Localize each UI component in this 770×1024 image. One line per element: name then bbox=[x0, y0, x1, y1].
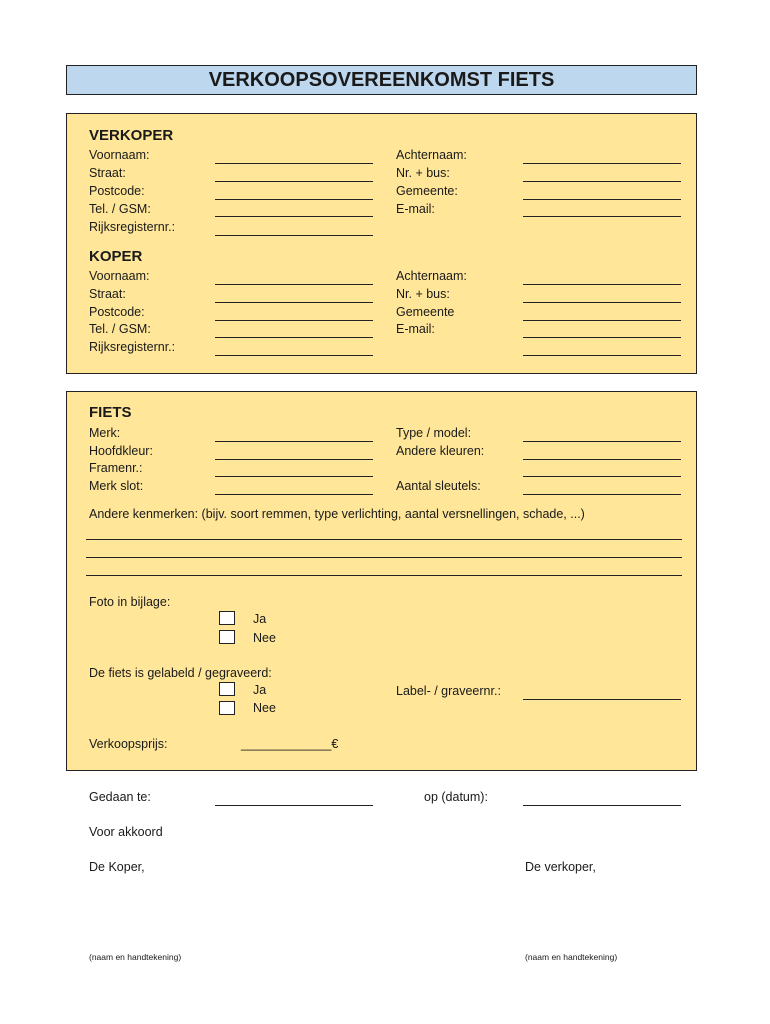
koper-achternaam-label: Achternaam: bbox=[396, 269, 467, 283]
gelabeld-ja-label: Ja bbox=[253, 683, 267, 697]
fiets-framenr-field[interactable] bbox=[215, 476, 373, 477]
koper-extra-field[interactable] bbox=[523, 355, 681, 356]
verkoper-achternaam-label: Achternaam: bbox=[396, 148, 467, 162]
koper-straat-field[interactable] bbox=[215, 302, 373, 303]
naam-handtekening-verkoper: (naam en handtekening) bbox=[525, 952, 618, 962]
verkoper-nr-bus-label: Nr. + bus: bbox=[396, 166, 450, 180]
fiets-merk-field[interactable] bbox=[215, 441, 373, 442]
fiets-andere-kleuren-field[interactable] bbox=[523, 459, 681, 460]
fiets-framenr-label: Framenr.: bbox=[89, 461, 143, 475]
koper-achternaam-field[interactable] bbox=[523, 284, 681, 285]
verkoper-rijksregisternr-label: Rijksregisternr.: bbox=[89, 220, 176, 234]
gedaan-te-label: Gedaan te: bbox=[89, 790, 151, 804]
koper-voornaam-label: Voornaam: bbox=[89, 269, 150, 283]
koper-nr-bus-field[interactable] bbox=[523, 302, 681, 303]
fiets-aantal-sleutels-field[interactable] bbox=[523, 494, 681, 495]
koper-straat-label: Straat: bbox=[89, 287, 126, 301]
verkoper-achternaam-field[interactable] bbox=[523, 163, 681, 164]
voor-akkoord-label: Voor akkoord bbox=[89, 825, 163, 839]
gelabeld-ja-checkbox[interactable] bbox=[219, 682, 235, 696]
koper-gemeente-field[interactable] bbox=[523, 320, 681, 321]
koper-nr-bus-label: Nr. + bus: bbox=[396, 287, 450, 301]
labelnr-field[interactable] bbox=[523, 699, 681, 700]
verkoper-email-label: E-mail: bbox=[396, 202, 435, 216]
verkoper-postcode-field[interactable] bbox=[215, 199, 373, 200]
fiets-heading: FIETS bbox=[89, 404, 132, 421]
fiets-merk-slot-field[interactable] bbox=[215, 494, 373, 495]
koper-rijksregisternr-field[interactable] bbox=[215, 355, 373, 356]
de-koper-label: De Koper, bbox=[89, 860, 145, 874]
foto-ja-label: Ja bbox=[253, 612, 267, 626]
verkoper-email-field[interactable] bbox=[523, 216, 681, 217]
gelabeld-label: De fiets is gelabeld / gegraveerd: bbox=[89, 666, 272, 680]
koper-rijksregisternr-label: Rijksregisternr.: bbox=[89, 340, 176, 354]
koper-gemeente-label: Gemeente bbox=[396, 305, 455, 319]
andere-kenmerken-line-1[interactable] bbox=[86, 539, 682, 540]
verkoper-voornaam-field[interactable] bbox=[215, 163, 373, 164]
fiets-merk-label: Merk: bbox=[89, 426, 121, 440]
verkoper-heading: VERKOPER bbox=[89, 127, 174, 144]
andere-kenmerken-line-2[interactable] bbox=[86, 557, 682, 558]
verkoper-rijksregisternr-field[interactable] bbox=[215, 235, 373, 236]
fiets-type-model-label: Type / model: bbox=[396, 426, 472, 440]
verkoper-gemeente-field[interactable] bbox=[523, 199, 681, 200]
fiets-hoofdkleur-label: Hoofdkleur: bbox=[89, 444, 153, 458]
op-datum-field[interactable] bbox=[523, 805, 681, 806]
andere-kenmerken-line-3[interactable] bbox=[86, 575, 682, 576]
page-title: VERKOOPSOVEREENKOMST FIETS bbox=[66, 65, 697, 95]
fiets-extra-field[interactable] bbox=[523, 476, 681, 477]
gelabeld-nee-label: Nee bbox=[253, 701, 276, 715]
fiets-type-model-field[interactable] bbox=[523, 441, 681, 442]
verkoper-straat-label: Straat: bbox=[89, 166, 126, 180]
koper-voornaam-field[interactable] bbox=[215, 284, 373, 285]
de-verkoper-label: De verkoper, bbox=[525, 860, 596, 874]
koper-tel-field[interactable] bbox=[215, 337, 373, 338]
verkoper-gemeente-label: Gemeente: bbox=[396, 184, 458, 198]
op-datum-label: op (datum): bbox=[424, 790, 488, 804]
naam-handtekening-koper: (naam en handtekening) bbox=[89, 952, 182, 962]
andere-kenmerken-label: Andere kenmerken: (bijv. soort remmen, type verlichting, aantal versnellingen, schade, ...) bbox=[89, 507, 585, 521]
fiets-panel bbox=[66, 391, 697, 771]
verkoper-voornaam-label: Voornaam: bbox=[89, 148, 150, 162]
verkoper-straat-field[interactable] bbox=[215, 181, 373, 182]
koper-heading: KOPER bbox=[89, 248, 143, 265]
verkoopsprijs-field[interactable]: _____________€ bbox=[241, 737, 339, 751]
fiets-hoofdkleur-field[interactable] bbox=[215, 459, 373, 460]
koper-email-label: E-mail: bbox=[396, 322, 435, 336]
labelnr-label: Label- / graveernr.: bbox=[396, 684, 501, 698]
foto-ja-checkbox[interactable] bbox=[219, 611, 235, 625]
verkoper-nr-bus-field[interactable] bbox=[523, 181, 681, 182]
fiets-aantal-sleutels-label: Aantal sleutels: bbox=[396, 479, 481, 493]
foto-nee-label: Nee bbox=[253, 631, 276, 645]
foto-bijlage-label: Foto in bijlage: bbox=[89, 595, 171, 609]
verkoopsprijs-label: Verkoopsprijs: bbox=[89, 737, 168, 751]
koper-tel-label: Tel. / GSM: bbox=[89, 322, 151, 336]
fiets-andere-kleuren-label: Andere kleuren: bbox=[396, 444, 485, 458]
foto-nee-checkbox[interactable] bbox=[219, 630, 235, 644]
koper-postcode-label: Postcode: bbox=[89, 305, 145, 319]
koper-email-field[interactable] bbox=[523, 337, 681, 338]
persons-panel bbox=[66, 113, 697, 374]
fiets-merk-slot-label: Merk slot: bbox=[89, 479, 144, 493]
verkoper-postcode-label: Postcode: bbox=[89, 184, 145, 198]
verkoper-tel-label: Tel. / GSM: bbox=[89, 202, 151, 216]
verkoper-tel-field[interactable] bbox=[215, 216, 373, 217]
gedaan-te-field[interactable] bbox=[215, 805, 373, 806]
gelabeld-nee-checkbox[interactable] bbox=[219, 701, 235, 715]
koper-postcode-field[interactable] bbox=[215, 320, 373, 321]
